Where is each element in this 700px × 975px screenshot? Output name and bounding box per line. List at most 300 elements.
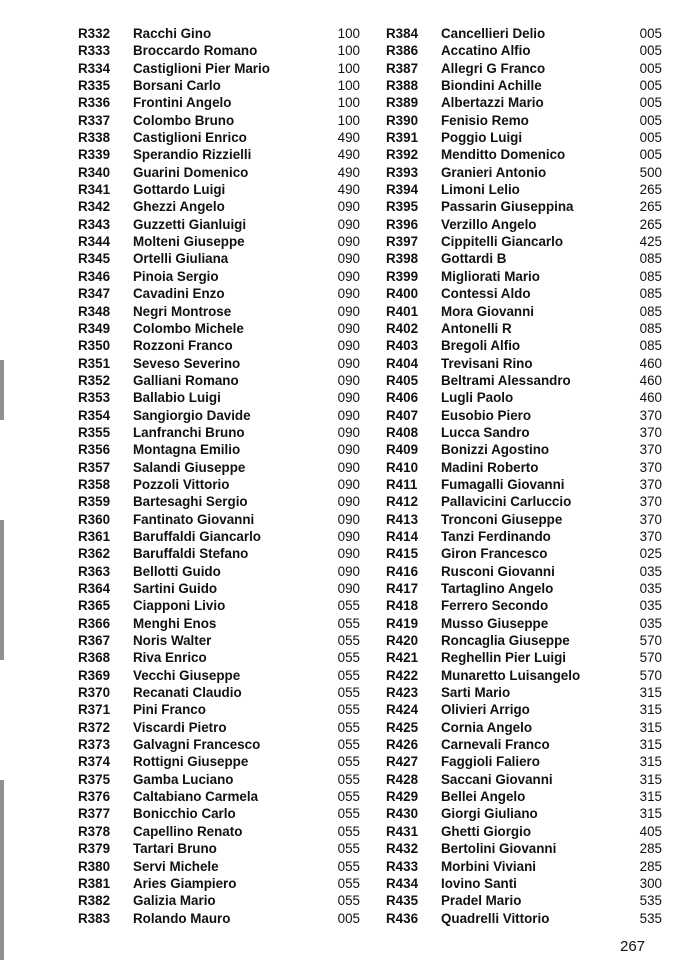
entry-number: 055 bbox=[337, 858, 360, 874]
entry-number: 085 bbox=[639, 286, 662, 302]
entry-number: 370 bbox=[639, 407, 662, 423]
entry-number: 570 bbox=[639, 667, 662, 683]
entry-name: Albertazzi Mario bbox=[441, 95, 544, 111]
entry-code: R364 bbox=[78, 581, 111, 596]
list-item bbox=[78, 355, 360, 372]
list-item bbox=[386, 285, 662, 302]
entry-number: 090 bbox=[337, 338, 360, 354]
list-item bbox=[386, 303, 662, 320]
entry-number: 005 bbox=[639, 130, 662, 146]
entry-code: R422 bbox=[386, 667, 419, 683]
entry-number: 085 bbox=[639, 338, 662, 354]
list-item bbox=[386, 250, 662, 267]
list-item bbox=[386, 667, 662, 684]
entry-name: Munaretto Luisangelo bbox=[441, 667, 581, 683]
entry-name: Racchi Gino bbox=[133, 26, 212, 41]
entry-code: R351 bbox=[78, 355, 111, 371]
list-item bbox=[386, 94, 662, 111]
list-item bbox=[78, 303, 360, 320]
list-item bbox=[386, 753, 662, 770]
entry-name: Faggioli Faliero bbox=[441, 754, 540, 770]
entry-name: Servi Michele bbox=[133, 858, 219, 874]
list-item bbox=[386, 892, 662, 909]
entry-number: 315 bbox=[639, 702, 662, 718]
entry-name: Roncaglia Giuseppe bbox=[441, 633, 570, 649]
entry-name: Fumagalli Giovanni bbox=[441, 476, 565, 492]
entry-number: 405 bbox=[639, 823, 662, 839]
entry-name: Ghezzi Angelo bbox=[133, 199, 225, 215]
entry-name: Pallavicini Carluccio bbox=[441, 494, 572, 510]
list-item bbox=[78, 736, 360, 753]
entry-number: 370 bbox=[639, 511, 662, 527]
list-item bbox=[386, 389, 662, 406]
entry-number: 100 bbox=[337, 95, 360, 111]
entry-number: 100 bbox=[337, 43, 360, 59]
list-item bbox=[78, 615, 360, 632]
entry-number: 090 bbox=[337, 494, 360, 510]
list-item bbox=[78, 788, 360, 805]
entry-number: 025 bbox=[639, 546, 662, 562]
entry-name: Capellino Renato bbox=[133, 823, 243, 839]
entry-number: 090 bbox=[337, 251, 360, 267]
entry-name: Olivieri Arrigo bbox=[441, 702, 530, 718]
entry-number: 090 bbox=[337, 459, 360, 475]
list-item bbox=[386, 42, 662, 59]
entry-code: R421 bbox=[386, 650, 419, 666]
entry-code: R340 bbox=[78, 164, 111, 180]
list-item bbox=[386, 563, 662, 580]
entry-number: 090 bbox=[337, 199, 360, 215]
entry-name: Borsani Carlo bbox=[133, 78, 221, 94]
right-column bbox=[386, 25, 662, 927]
entry-number: 055 bbox=[337, 789, 360, 805]
entry-name: Iovino Santi bbox=[441, 875, 517, 891]
entry-name: Beltrami Alessandro bbox=[441, 372, 571, 388]
entry-name: Passarin Giuseppina bbox=[441, 199, 574, 215]
list-item bbox=[386, 476, 662, 493]
list-item bbox=[386, 60, 662, 77]
entry-number: 090 bbox=[337, 581, 360, 596]
entry-number: 370 bbox=[639, 494, 662, 510]
entry-code: R349 bbox=[78, 320, 111, 336]
entry-number: 055 bbox=[337, 650, 360, 666]
entry-code: R362 bbox=[78, 546, 111, 562]
entry-name: Salandi Giuseppe bbox=[133, 459, 246, 475]
entry-code: R363 bbox=[78, 563, 111, 579]
list-item bbox=[78, 181, 360, 198]
entry-name: Fantinato Giovanni bbox=[133, 511, 255, 527]
list-item bbox=[386, 441, 662, 458]
entry-code: R365 bbox=[78, 598, 111, 614]
entry-number: 055 bbox=[337, 754, 360, 770]
entry-name: Recanati Claudio bbox=[133, 685, 242, 701]
list-item bbox=[78, 823, 360, 840]
entry-name: Poggio Luigi bbox=[441, 130, 523, 146]
entry-code: R397 bbox=[386, 234, 419, 250]
entry-number: 090 bbox=[337, 407, 360, 423]
entry-code: R335 bbox=[78, 78, 111, 94]
entry-code: R341 bbox=[78, 182, 111, 198]
entry-number: 370 bbox=[639, 528, 662, 544]
list-item bbox=[78, 910, 360, 927]
list-item bbox=[78, 771, 360, 788]
entry-code: R376 bbox=[78, 789, 111, 805]
list-item bbox=[78, 597, 360, 614]
entry-code: R371 bbox=[78, 702, 111, 718]
entry-code: R431 bbox=[386, 823, 419, 839]
entry-name: Migliorati Mario bbox=[441, 268, 540, 284]
entry-number: 055 bbox=[337, 823, 360, 839]
entry-number: 035 bbox=[639, 598, 662, 614]
list-item bbox=[78, 112, 360, 129]
list-item bbox=[386, 372, 662, 389]
entry-number: 090 bbox=[337, 234, 360, 250]
entry-code: R398 bbox=[386, 251, 419, 267]
entry-name: Negri Montrose bbox=[133, 303, 232, 319]
entry-code: R373 bbox=[78, 737, 111, 753]
list-item bbox=[386, 337, 662, 354]
entry-code: R377 bbox=[78, 806, 111, 822]
entry-name: Granieri Antonio bbox=[441, 164, 547, 180]
list-item bbox=[386, 129, 662, 146]
entry-code: R416 bbox=[386, 563, 419, 579]
entry-name: Menghi Enos bbox=[133, 615, 217, 631]
list-item bbox=[386, 805, 662, 822]
entry-number: 090 bbox=[337, 372, 360, 388]
entry-name: Tronconi Giuseppe bbox=[441, 511, 563, 527]
entry-code: R410 bbox=[386, 459, 419, 475]
entry-number: 570 bbox=[639, 650, 662, 666]
entry-code: R382 bbox=[78, 893, 111, 909]
entry-number: 055 bbox=[337, 841, 360, 857]
list-item bbox=[386, 684, 662, 701]
entry-code: R358 bbox=[78, 476, 111, 492]
entry-code: R350 bbox=[78, 338, 111, 354]
entry-number: 055 bbox=[337, 893, 360, 909]
entry-code: R353 bbox=[78, 390, 111, 406]
entry-name: Lucca Sandro bbox=[441, 424, 530, 440]
entry-number: 035 bbox=[639, 615, 662, 631]
entry-code: R337 bbox=[78, 112, 111, 128]
entry-code: R411 bbox=[386, 476, 418, 492]
entry-number: 315 bbox=[639, 685, 662, 701]
entry-number: 055 bbox=[337, 737, 360, 753]
entry-number: 100 bbox=[337, 78, 360, 94]
list-item bbox=[78, 268, 360, 285]
list-item bbox=[78, 858, 360, 875]
entry-code: R380 bbox=[78, 858, 111, 874]
entry-number: 315 bbox=[639, 771, 662, 787]
entry-number: 370 bbox=[639, 459, 662, 475]
entry-code: R392 bbox=[386, 147, 419, 163]
entry-number: 265 bbox=[639, 199, 662, 215]
entry-code: R402 bbox=[386, 320, 419, 336]
entry-number: 055 bbox=[337, 615, 360, 631]
list-item bbox=[386, 719, 662, 736]
entry-name: Pinoia Sergio bbox=[133, 268, 219, 284]
entry-code: R369 bbox=[78, 667, 111, 683]
list-item bbox=[386, 858, 662, 875]
entry-name: Castiglioni Pier Mario bbox=[133, 60, 270, 76]
list-item bbox=[78, 493, 360, 510]
entry-code: R424 bbox=[386, 702, 419, 718]
entry-number: 425 bbox=[639, 234, 662, 250]
entry-number: 005 bbox=[639, 43, 662, 59]
entry-name: Tartari Bruno bbox=[133, 841, 217, 857]
list-item bbox=[78, 701, 360, 718]
entry-code: R419 bbox=[386, 615, 419, 631]
entry-name: Castiglioni Enrico bbox=[133, 130, 247, 146]
list-item bbox=[78, 146, 360, 163]
entry-name: Lugli Paolo bbox=[441, 390, 514, 406]
list-item bbox=[78, 563, 360, 580]
entry-number: 090 bbox=[337, 268, 360, 284]
entry-name: Bellei Angelo bbox=[441, 789, 526, 805]
list-item bbox=[78, 337, 360, 354]
list-item bbox=[386, 649, 662, 666]
entry-name: Guzzetti Gianluigi bbox=[133, 216, 247, 232]
list-item bbox=[78, 320, 360, 337]
entry-code: R387 bbox=[386, 60, 419, 76]
entry-name: Limoni Lelio bbox=[441, 182, 520, 198]
list-item bbox=[386, 320, 662, 337]
entry-code: R334 bbox=[78, 60, 111, 76]
entry-name: Colombo Michele bbox=[133, 320, 244, 336]
entry-name: Pradel Mario bbox=[441, 893, 522, 909]
list-item bbox=[78, 129, 360, 146]
scan-edge-mark bbox=[0, 520, 4, 660]
entry-number: 005 bbox=[639, 26, 662, 41]
list-item bbox=[78, 511, 360, 528]
entry-number: 500 bbox=[639, 164, 662, 180]
entry-name: Vecchi Giuseppe bbox=[133, 667, 241, 683]
entry-code: R360 bbox=[78, 511, 111, 527]
entry-name: Ciapponi Livio bbox=[133, 598, 226, 614]
entry-name: Bonizzi Agostino bbox=[441, 442, 550, 458]
entry-name: Allegri G Franco bbox=[441, 60, 546, 76]
entry-name: Menditto Domenico bbox=[441, 147, 566, 163]
entry-name: Broccardo Romano bbox=[133, 43, 258, 59]
entry-code: R423 bbox=[386, 685, 419, 701]
entry-name: Contessi Aldo bbox=[441, 286, 531, 302]
list-item bbox=[78, 372, 360, 389]
left-column bbox=[78, 25, 360, 927]
entry-number: 100 bbox=[337, 60, 360, 76]
list-item bbox=[78, 164, 360, 181]
entry-name: Gottardo Luigi bbox=[133, 182, 226, 198]
entry-name: Montagna Emilio bbox=[133, 442, 241, 458]
entry-name: Seveso Severino bbox=[133, 355, 241, 371]
list-item bbox=[78, 441, 360, 458]
entry-number: 315 bbox=[639, 754, 662, 770]
entry-name: Cornia Angelo bbox=[441, 719, 533, 735]
entry-number: 090 bbox=[337, 424, 360, 440]
entry-code: R384 bbox=[386, 26, 419, 41]
entry-name: Giron Francesco bbox=[441, 546, 548, 562]
entry-code: R405 bbox=[386, 372, 419, 388]
entry-code: R383 bbox=[78, 910, 111, 926]
entry-number: 055 bbox=[337, 719, 360, 735]
entry-number: 085 bbox=[639, 303, 662, 319]
entry-name: Tartaglino Angelo bbox=[441, 581, 554, 596]
list-item bbox=[78, 250, 360, 267]
entry-code: R432 bbox=[386, 841, 419, 857]
entry-code: R386 bbox=[386, 43, 419, 59]
entry-code: R374 bbox=[78, 754, 111, 770]
list-item bbox=[386, 493, 662, 510]
list-item bbox=[78, 285, 360, 302]
list-item bbox=[386, 823, 662, 840]
entry-code: R396 bbox=[386, 216, 419, 232]
list-item bbox=[78, 233, 360, 250]
entry-code: R361 bbox=[78, 528, 111, 544]
entry-code: R347 bbox=[78, 286, 111, 302]
entry-number: 005 bbox=[337, 910, 360, 926]
entry-name: Mora Giovanni bbox=[441, 303, 535, 319]
entry-number: 460 bbox=[639, 390, 662, 406]
entry-name: Trevisani Rino bbox=[441, 355, 533, 371]
list-item bbox=[386, 181, 662, 198]
list-item bbox=[78, 719, 360, 736]
entry-number: 035 bbox=[639, 563, 662, 579]
list-item bbox=[78, 407, 360, 424]
list-item bbox=[386, 355, 662, 372]
entry-code: R406 bbox=[386, 390, 419, 406]
entry-number: 090 bbox=[337, 528, 360, 544]
entry-name: Pini Franco bbox=[133, 702, 206, 718]
list-item bbox=[386, 597, 662, 614]
entry-code: R352 bbox=[78, 372, 111, 388]
list-item bbox=[78, 580, 360, 597]
entry-number: 085 bbox=[639, 251, 662, 267]
entry-number: 490 bbox=[337, 130, 360, 146]
entry-code: R375 bbox=[78, 771, 111, 787]
entry-number: 055 bbox=[337, 771, 360, 787]
entry-number: 090 bbox=[337, 563, 360, 579]
entry-code: R420 bbox=[386, 633, 419, 649]
list-item bbox=[386, 268, 662, 285]
entry-code: R356 bbox=[78, 442, 111, 458]
entry-number: 315 bbox=[639, 737, 662, 753]
list-item bbox=[386, 198, 662, 215]
entry-name: Madini Roberto bbox=[441, 459, 539, 475]
entry-name: Reghellin Pier Luigi bbox=[441, 650, 566, 666]
entry-number: 285 bbox=[639, 858, 662, 874]
list-item bbox=[78, 528, 360, 545]
entry-number: 300 bbox=[639, 875, 662, 891]
entry-code: R339 bbox=[78, 147, 111, 163]
list-item bbox=[386, 632, 662, 649]
entry-number: 055 bbox=[337, 598, 360, 614]
entry-number: 055 bbox=[337, 806, 360, 822]
entry-code: R338 bbox=[78, 130, 111, 146]
entry-name: Verzillo Angelo bbox=[441, 216, 537, 232]
list-item bbox=[386, 511, 662, 528]
entry-name: Morbini Viviani bbox=[441, 858, 536, 874]
entry-number: 055 bbox=[337, 702, 360, 718]
list-item bbox=[386, 615, 662, 632]
entry-code: R394 bbox=[386, 182, 419, 198]
entry-code: R415 bbox=[386, 546, 419, 562]
list-item bbox=[386, 424, 662, 441]
list-item bbox=[78, 892, 360, 909]
entry-code: R389 bbox=[386, 95, 419, 111]
entry-number: 055 bbox=[337, 685, 360, 701]
entry-name: Pozzoli Vittorio bbox=[133, 476, 230, 492]
list-item bbox=[386, 146, 662, 163]
entry-code: R393 bbox=[386, 164, 419, 180]
entry-code: R401 bbox=[386, 303, 419, 319]
list-item bbox=[78, 25, 360, 42]
list-item bbox=[78, 424, 360, 441]
entry-number: 055 bbox=[337, 875, 360, 891]
entry-code: R414 bbox=[386, 528, 419, 544]
entry-code: R433 bbox=[386, 858, 419, 874]
entry-number: 490 bbox=[337, 164, 360, 180]
entry-code: R355 bbox=[78, 424, 111, 440]
list-item bbox=[386, 233, 662, 250]
entry-number: 090 bbox=[337, 320, 360, 336]
list-item bbox=[78, 875, 360, 892]
entry-name: Ortelli Giuliana bbox=[133, 251, 229, 267]
entry-code: R332 bbox=[78, 26, 111, 41]
list-item bbox=[386, 580, 662, 597]
entry-name: Viscardi Pietro bbox=[133, 719, 227, 735]
entry-code: R378 bbox=[78, 823, 111, 839]
entry-number: 370 bbox=[639, 424, 662, 440]
entry-name: Rozzoni Franco bbox=[133, 338, 233, 354]
entry-name: Eusobio Piero bbox=[441, 407, 532, 423]
entry-code: R409 bbox=[386, 442, 419, 458]
list-item bbox=[386, 788, 662, 805]
entry-name: Carnevali Franco bbox=[441, 737, 550, 753]
entry-number: 090 bbox=[337, 390, 360, 406]
entry-name: Sartini Guido bbox=[133, 581, 218, 596]
entry-code: R390 bbox=[386, 112, 419, 128]
entry-code: R346 bbox=[78, 268, 111, 284]
entry-number: 090 bbox=[337, 303, 360, 319]
entry-code: R429 bbox=[386, 789, 419, 805]
list-item bbox=[78, 94, 360, 111]
entry-name: Guarini Domenico bbox=[133, 164, 249, 180]
entry-name: Fenisio Remo bbox=[441, 112, 529, 128]
list-item bbox=[78, 60, 360, 77]
entry-code: R333 bbox=[78, 43, 111, 59]
entry-number: 090 bbox=[337, 442, 360, 458]
entry-code: R407 bbox=[386, 407, 419, 423]
entry-number: 090 bbox=[337, 511, 360, 527]
entry-name: Bertolini Giovanni bbox=[441, 841, 557, 857]
list-item bbox=[78, 649, 360, 666]
entry-name: Gamba Luciano bbox=[133, 771, 234, 787]
entry-name: Bartesaghi Sergio bbox=[133, 494, 248, 510]
entry-number: 005 bbox=[639, 60, 662, 76]
list-item bbox=[78, 198, 360, 215]
list-item bbox=[78, 77, 360, 94]
list-item bbox=[386, 112, 662, 129]
list-item bbox=[78, 459, 360, 476]
entry-number: 090 bbox=[337, 476, 360, 492]
entry-code: R359 bbox=[78, 494, 111, 510]
entry-name: Cavadini Enzo bbox=[133, 286, 225, 302]
entry-number: 315 bbox=[639, 789, 662, 805]
entry-number: 005 bbox=[639, 147, 662, 163]
entry-number: 005 bbox=[639, 78, 662, 94]
entry-code: R428 bbox=[386, 771, 419, 787]
entry-name: Noris Walter bbox=[133, 633, 212, 649]
entry-name: Ferrero Secondo bbox=[441, 598, 549, 614]
entry-number: 100 bbox=[337, 26, 360, 41]
